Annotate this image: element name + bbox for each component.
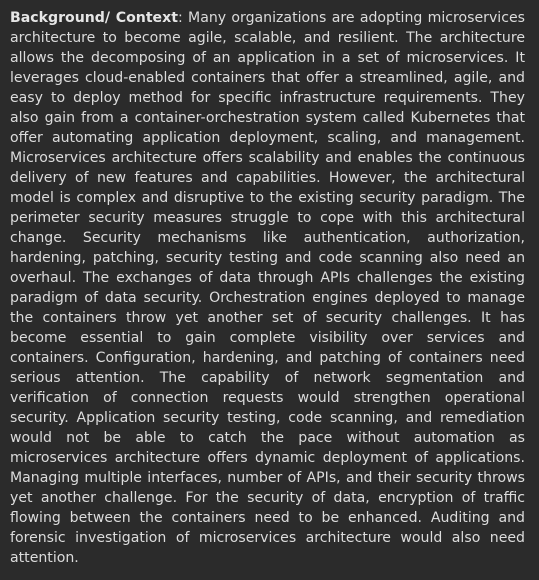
section-heading: Background/ Context (10, 10, 178, 26)
section-body-text: Many organizations are adopting microservices architecture to become agile, scalable, and resilient. The architecture allows the decomposing of an application in a set of microservices. It leverages cloud-enabled containers that offer a streamlined, agile, and easy to deploy method for specific infrastructure requirements. They also gain from a container-orchestration system called Kubernetes that offer automating application deployment, scaling, and management. Microservices architecture offers scalability and enables the continuous delivery of new features and capabilities. However, the architectural model is complex and disruptive to the existing security paradigm. The perimeter security measures struggle to cope with this architectural change. Security mechanisms like authentication, authorization, hardening, patching, security testing and code scanning also need an overhaul. The exchanges of data through APIs challenges the existing paradigm of data security. Orchestration engines deployed to manage the containers throw yet another set of security challenges. It has become essential to gain complete visibility over services and containers. Configuration, hardening, and patching of containers need serious attention. The capability of network segmentation and verification of connection requests would strengthen operational security. Application security testing, code scanning, and remediation would not be able to catch the pace without automation as microservices architecture offers dynamic deployment of applications. Managing multiple interfaces, number of APIs, and their security throws yet another challenge. For the security of data, encryption of traffic flowing between the containers need to be enhanced. Auditing and forensic investigation of microservices architecture would also need attention. (10, 10, 525, 566)
background-context-paragraph (10, 8, 525, 568)
heading-separator: : (177, 10, 189, 26)
